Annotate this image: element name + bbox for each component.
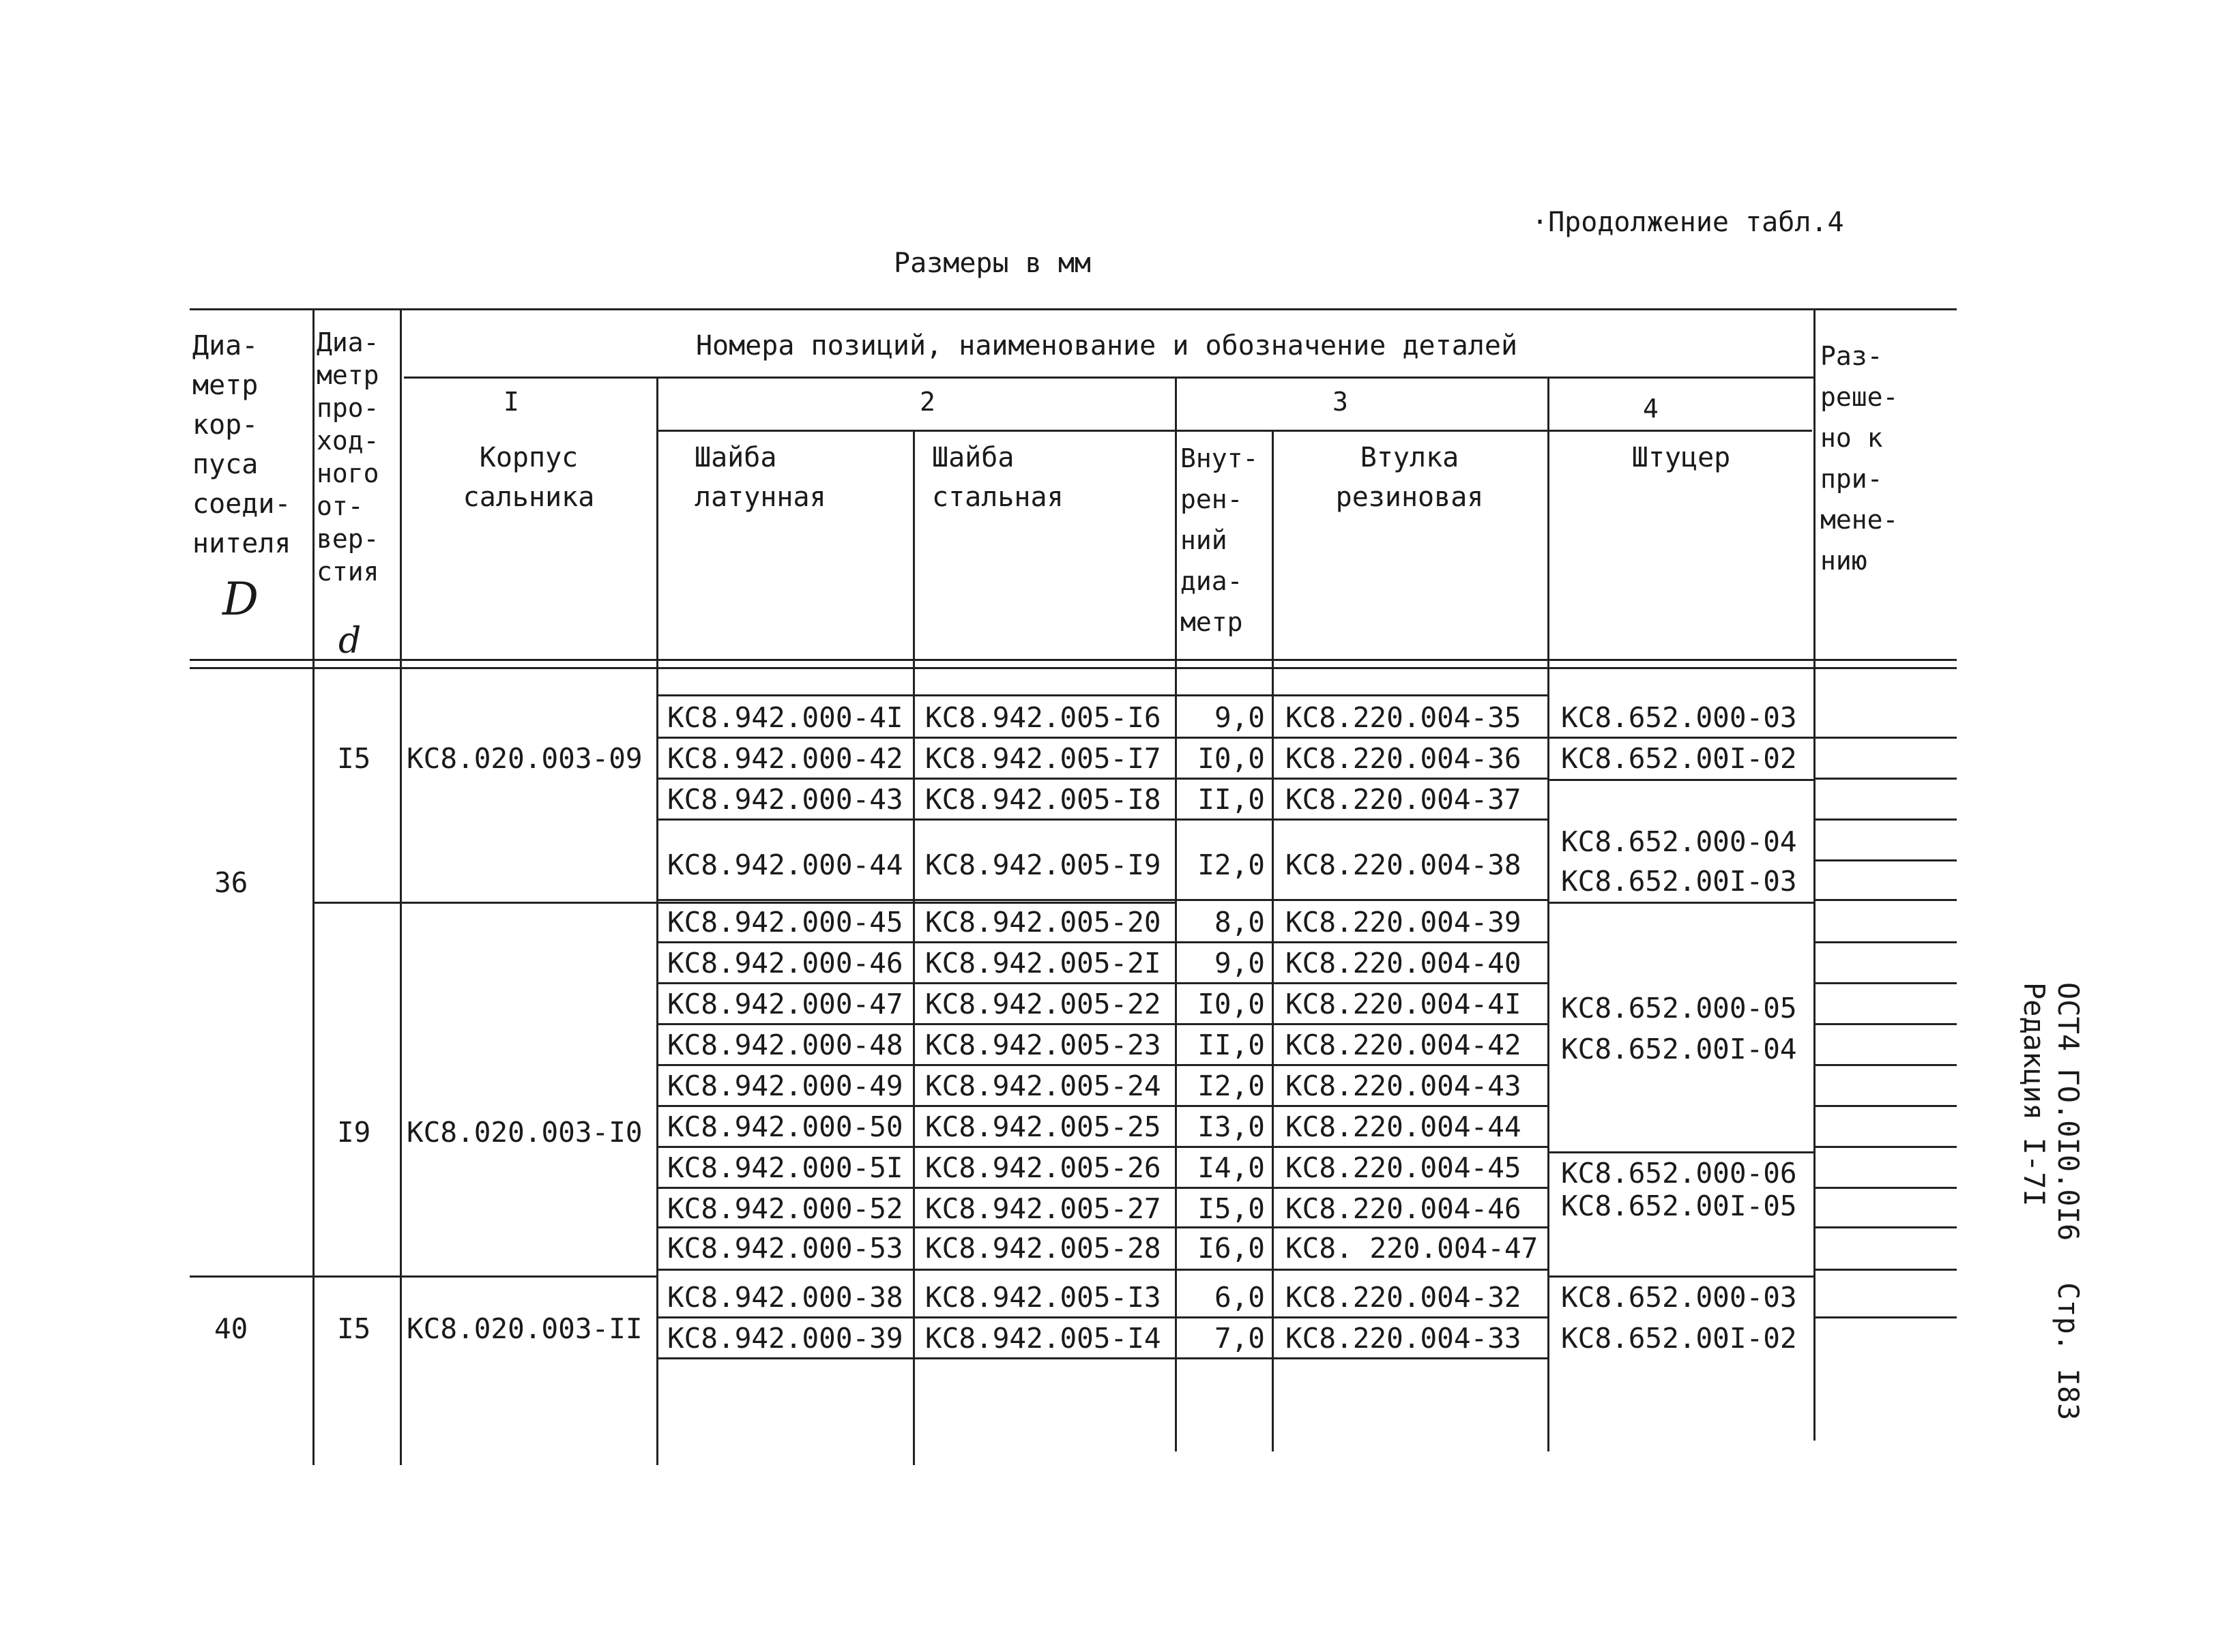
col-rule-bushing [1272, 430, 1274, 1451]
bushing-cell: КС8. 220.004-47 [1285, 1232, 1539, 1265]
steel-washer-cell: КС8.942.005-28 [925, 1232, 1161, 1265]
header-bushing: Втулка резиновая [1335, 442, 1484, 513]
group-d-40: 40 [214, 1312, 248, 1345]
brass-washer-cell: КС8.942.000-50 [667, 1110, 903, 1143]
header-washer-steel: Шайба стальная [932, 442, 1064, 513]
brass-washer-cell: КС8.942.000-47 [667, 988, 903, 1020]
header-permitted: Раз- реше- но к при- мене- нию [1820, 341, 1899, 576]
brass-washer-cell: КС8.942.000-48 [667, 1029, 903, 1061]
table-row-rule [656, 1146, 1547, 1148]
fitting-rule-2 [1547, 902, 1813, 904]
bushing-cell: КС8.220.004-36 [1285, 742, 1521, 775]
fitting-5: КС8.652.00I-04 [1561, 1033, 1797, 1065]
header-group: Номера позиций, наименование и обозначение деталей [695, 330, 1518, 362]
permitted-row-rule [1813, 982, 1957, 984]
steel-washer-cell: КС8.942.005-23 [925, 1029, 1161, 1061]
brass-washer-cell: КС8.942.000-53 [667, 1232, 903, 1265]
inner-diameter-cell: I2,0 [1197, 849, 1265, 881]
brass-washer-cell: КС8.942.000-45 [667, 906, 903, 939]
bushing-cell: КС8.220.004-42 [1285, 1029, 1521, 1061]
brass-washer-cell: КС8.942.000-52 [667, 1192, 903, 1225]
continuation-label: ·Продолжение табл.4 [1532, 207, 1844, 238]
col-rule-fitting [1547, 377, 1549, 1451]
fitting-8: КС8.652.000-03 [1561, 1281, 1797, 1314]
inner-diameter-cell: I0,0 [1197, 742, 1265, 775]
permitted-row-rule [1813, 859, 1957, 861]
inner-diameter-cell: I2,0 [1197, 1070, 1265, 1102]
bushing-cell: КС8.220.004-32 [1285, 1281, 1521, 1314]
steel-washer-cell: КС8.942.005-I6 [925, 701, 1161, 734]
brass-washer-cell: КС8.942.000-5I [667, 1151, 903, 1184]
steel-washer-cell: КС8.942.005-20 [925, 906, 1161, 939]
fitting-1: КС8.652.00I-02 [1561, 742, 1797, 775]
permitted-row-rule [1813, 1064, 1957, 1066]
group-body-09: КС8.020.003-09 [407, 742, 643, 775]
permitted-row-rule [1813, 1023, 1957, 1025]
group-small-d-15b: I5 [337, 1312, 371, 1345]
steel-washer-cell: КС8.942.005-I9 [925, 849, 1161, 881]
brass-washer-cell: КС8.942.000-42 [667, 742, 903, 775]
group-rule-d40 [190, 1275, 656, 1278]
steel-washer-cell: КС8.942.005-2I [925, 947, 1161, 979]
brass-washer-cell: КС8.942.000-4I [667, 701, 903, 734]
table-row-rule [656, 1023, 1547, 1025]
permitted-row-rule [1813, 1146, 1957, 1148]
permitted-row-rule [1813, 1226, 1957, 1228]
edition-label: Редакция I-7I [2017, 982, 2051, 1207]
group-d-36: 36 [214, 866, 248, 899]
group-body-10: КС8.020.003-I0 [407, 1116, 643, 1149]
table-row-rule [656, 778, 1547, 780]
header-pos-4: 4 [1643, 394, 1659, 424]
table-row-rule [656, 818, 1547, 821]
fitting-6: КС8.652.000-06 [1561, 1157, 1797, 1190]
steel-washer-cell: КС8.942.005-I3 [925, 1281, 1161, 1314]
header-fitting: Штуцер [1631, 442, 1731, 473]
units-label: Размеры в мм [894, 248, 1091, 279]
table-row-rule [656, 737, 1547, 739]
header-body: Корпус сальника [463, 442, 595, 513]
table-row-rule-top [656, 694, 1547, 696]
steel-washer-cell: КС8.942.005-27 [925, 1192, 1161, 1225]
inner-diameter-cell: I3,0 [1197, 1110, 1265, 1143]
inner-diameter-cell: 7,0 [1214, 1322, 1265, 1355]
header-pos-2: 2 [920, 387, 935, 417]
brass-washer-cell: КС8.942.000-39 [667, 1322, 903, 1355]
table-row-rule [656, 899, 1547, 901]
steel-washer-cell: КС8.942.005-24 [925, 1070, 1161, 1102]
col-rule-brass [656, 377, 658, 1465]
col-rule-steel [913, 430, 915, 1465]
fitting-0: КС8.652.000-03 [1561, 701, 1797, 734]
fitting-rule-row2 [1547, 779, 1813, 781]
brass-washer-cell: КС8.942.000-44 [667, 849, 903, 881]
permitted-row-rule [1813, 941, 1957, 943]
header-small-d-symbol: d [338, 621, 362, 662]
table-row-rule [656, 941, 1547, 943]
permitted-row-rule [1813, 1269, 1957, 1271]
bushing-cell: КС8.220.004-37 [1285, 783, 1521, 816]
inner-diameter-cell: II,0 [1197, 1029, 1265, 1061]
bushing-cell: КС8.220.004-45 [1285, 1151, 1521, 1184]
header-pos-3: 3 [1332, 387, 1348, 417]
permitted-row-rule [1813, 737, 1957, 739]
fitting-4: КС8.652.000-05 [1561, 992, 1797, 1024]
bushing-cell: КС8.220.004-4I [1285, 988, 1521, 1020]
bushing-cell: КС8.220.004-35 [1285, 701, 1521, 734]
inner-diameter-cell: I6,0 [1197, 1232, 1265, 1265]
table-top-rule [190, 308, 1957, 310]
table-row-rule [656, 982, 1547, 984]
steel-washer-cell: КС8.942.005-26 [925, 1151, 1161, 1184]
group-small-d-15a: I5 [337, 742, 371, 775]
header-d-text: Диа- метр кор- пуса соеди- нителя [192, 330, 291, 559]
fitting-rule-row1 [1547, 737, 1813, 739]
parts-table [190, 308, 1957, 1465]
fitting-rule-4 [1547, 1275, 1813, 1278]
table-row-rule [656, 1064, 1547, 1066]
header-small-d-text: Диа- метр про- ход- ного от- вер- стия [317, 327, 379, 587]
inner-diameter-cell: 8,0 [1214, 906, 1265, 939]
inner-diameter-cell: 9,0 [1214, 701, 1265, 734]
header-pos-1: I [504, 387, 519, 417]
fitting-rule-3 [1547, 1151, 1813, 1153]
table-row-rule [656, 1357, 1547, 1359]
bushing-cell: КС8.220.004-43 [1285, 1070, 1521, 1102]
brass-washer-cell: КС8.942.000-49 [667, 1070, 903, 1102]
permitted-row-rule [1813, 818, 1957, 821]
header-bottom-rule-1 [190, 659, 1957, 661]
page-number: Стр. I83 [2052, 1282, 2085, 1421]
col-rule-d [312, 308, 315, 1465]
fitting-2: КС8.652.000-04 [1561, 825, 1797, 858]
header-inner-diameter: Внут- рен- ний диа- метр [1180, 443, 1259, 637]
steel-washer-cell: КС8.942.005-22 [925, 988, 1161, 1020]
table-row-rule [656, 1105, 1547, 1107]
steel-washer-cell: КС8.942.005-I8 [925, 783, 1161, 816]
inner-diameter-cell: 9,0 [1214, 947, 1265, 979]
permitted-row-rule [1813, 899, 1957, 901]
table-row-rule [656, 1187, 1547, 1189]
steel-washer-cell: КС8.942.005-I4 [925, 1322, 1161, 1355]
brass-washer-cell: КС8.942.000-46 [667, 947, 903, 979]
inner-diameter-cell: I4,0 [1197, 1151, 1265, 1184]
bushing-cell: КС8.220.004-40 [1285, 947, 1521, 979]
subheader-rule [658, 430, 1812, 432]
bushing-cell: КС8.220.004-44 [1285, 1110, 1521, 1143]
brass-washer-cell: КС8.942.000-38 [667, 1281, 903, 1314]
permitted-row-rule [1813, 1187, 1957, 1189]
steel-washer-cell: КС8.942.005-I7 [925, 742, 1161, 775]
group-body-11: КС8.020.003-II [407, 1312, 643, 1345]
permitted-row-rule [1813, 778, 1957, 780]
bushing-cell: КС8.220.004-46 [1285, 1192, 1521, 1225]
header-d-symbol: D [222, 573, 259, 625]
permitted-row-rule [1813, 1105, 1957, 1107]
table-row-rule [656, 1269, 1547, 1271]
table-row-rule [656, 1226, 1547, 1228]
col-rule-permitted [1813, 308, 1816, 1441]
inner-diameter-cell: I5,0 [1197, 1192, 1265, 1225]
table-row-rule [656, 1316, 1547, 1318]
brass-washer-cell: КС8.942.000-43 [667, 783, 903, 816]
col-rule-diam [1175, 377, 1177, 1451]
header-washer-brass: Шайба латунная [695, 442, 826, 513]
bushing-cell: КС8.220.004-39 [1285, 906, 1521, 939]
bushing-cell: КС8.220.004-33 [1285, 1322, 1521, 1355]
group-rule-d19 [312, 902, 1175, 904]
header-bottom-rule-2 [190, 667, 1957, 669]
permitted-row-rule [1813, 1316, 1957, 1318]
standard-number: ОСТ4 ГО.0I0.0I6 [2052, 982, 2085, 1241]
inner-diameter-cell: II,0 [1197, 783, 1265, 816]
inner-diameter-cell: 6,0 [1214, 1281, 1265, 1314]
fitting-7: КС8.652.00I-05 [1561, 1190, 1797, 1222]
inner-diameter-cell: I0,0 [1197, 988, 1265, 1020]
steel-washer-cell: КС8.942.005-25 [925, 1110, 1161, 1143]
fitting-9: КС8.652.00I-02 [1561, 1322, 1797, 1355]
side-stamp [2017, 982, 2085, 1421]
group-small-d-19: I9 [337, 1116, 371, 1149]
bushing-cell: КС8.220.004-38 [1285, 849, 1521, 881]
group-header-rule [404, 377, 1815, 379]
fitting-3: КС8.652.00I-03 [1561, 865, 1797, 898]
